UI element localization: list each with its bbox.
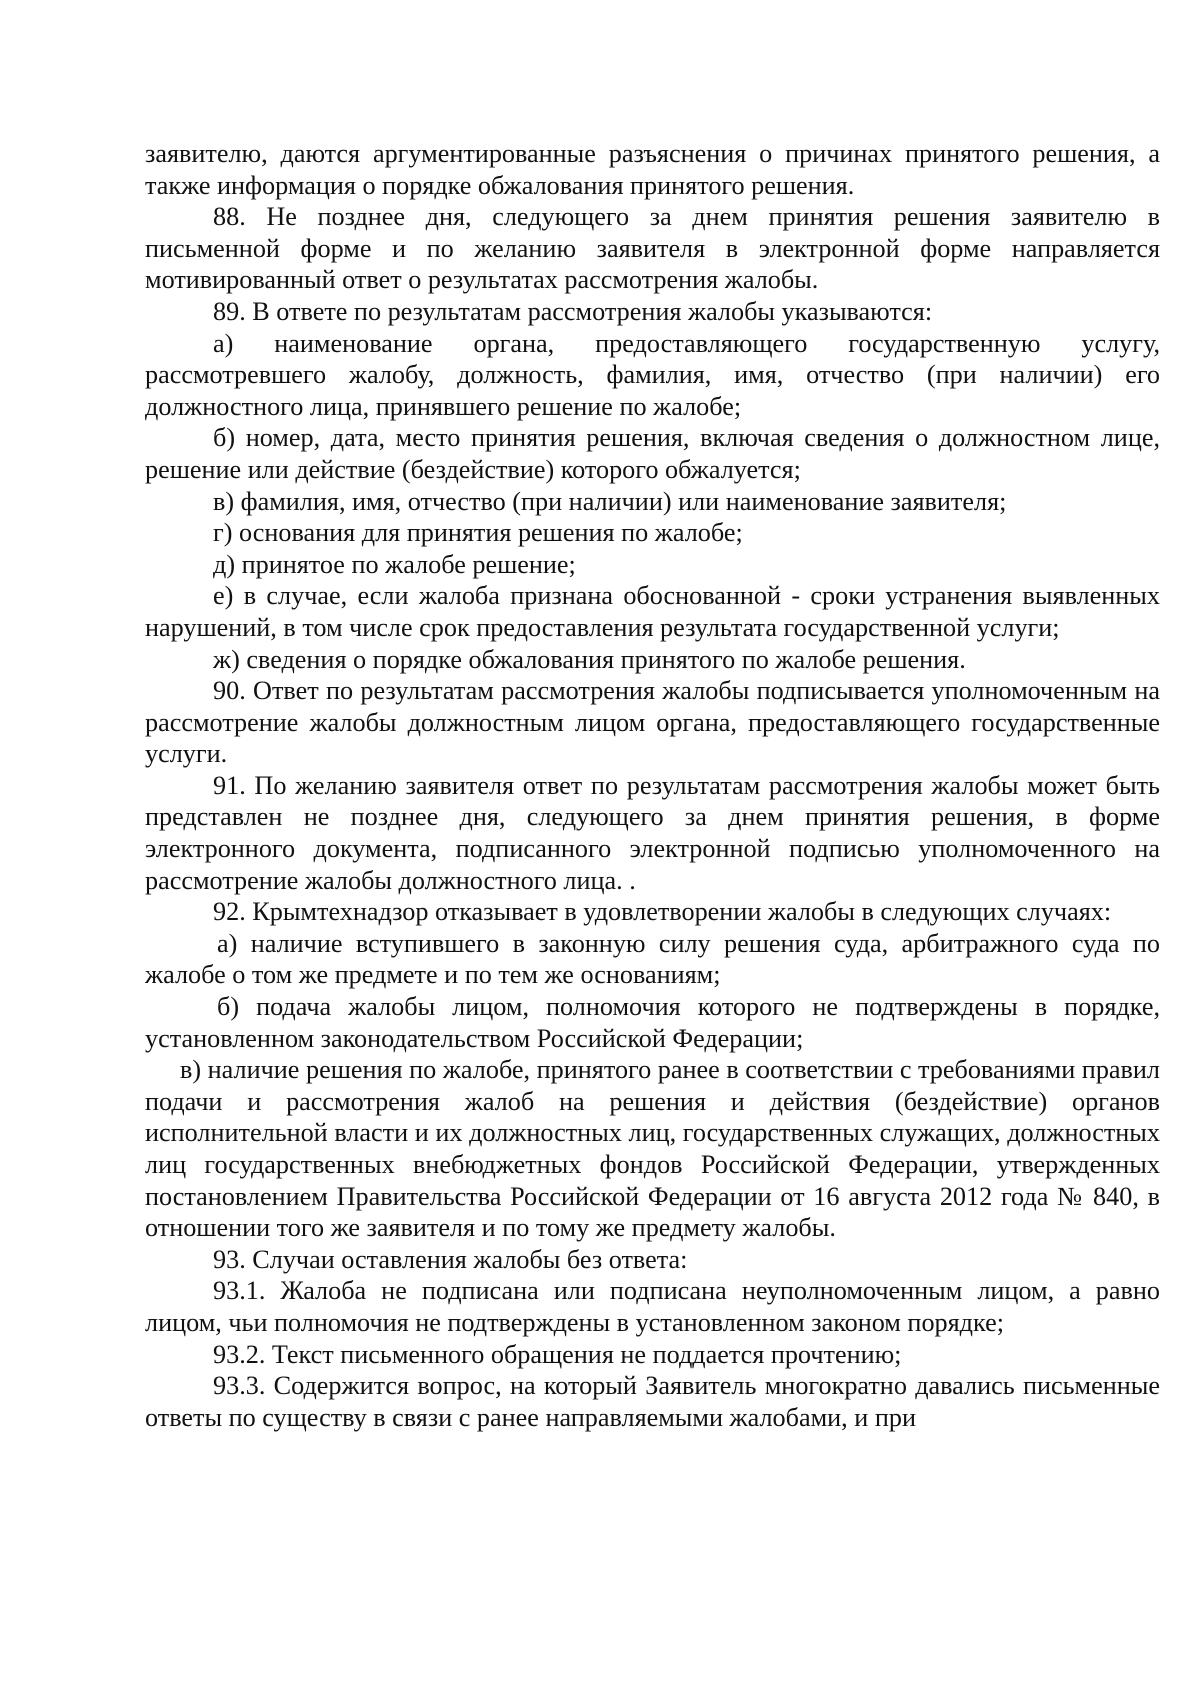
paragraph-91: 91. По желанию заявителя ответ по результатам рассмотрения жалобы может быть представлен не позднее дня, следующего за днем принятия решения, в форме электронного документа, подписанного электронной подписью уполномоченного на рассмотрение жалобы должностного лица. . [145,770,1160,895]
paragraph-89-d: д) принятое по жалобе решение; [213,549,576,579]
paragraph-89-e: е) в случае, если жалоба признана обоснованной - сроки устранения выявленных нарушений, в том числе срок предоставления результата государственной услуги; [145,581,1160,642]
paragraph-89-zh: ж) сведения о порядке обжалования принятого по жалобе решения. [213,644,966,674]
paragraph-93: 93. Случаи оставления жалобы без ответа: [213,1244,688,1274]
paragraph-continuation: заявителю, даются аргументированные разъяснения о причинах принятого решения, а также информация о порядке обжалования принятого решения. [145,139,1160,200]
paragraph-92-v: в) наличие решения по жалобе, принятого ранее в соответствии с требованиями правил подачи и рассмотрения жалоб на решения и действия (бездействие) органов исполнительной власти и их должностных лиц, государственных служащих, должностных лиц государственных внебюджетных фондов Российской Федерации, утвержденных постановлением Правительства Российской Федерации от 16 августа 2012 года № 840, в отношении того же заявителя и по тому же предмету жалобы. [145,1055,1160,1243]
paragraph-89-b: б) номер, дата, место принятия решения, включая сведения о должностном лице, решение или действие (бездействие) которого обжалуется; [145,423,1160,484]
paragraph-90: 90. Ответ по результатам рассмотрения жалобы подписывается уполномоченным на рассмотрение жалобы должностным лицом органа, предоставляющего государственные услуги. [145,676,1160,769]
paragraph-93-2: 93.2. Текст письменного обращения не поддается прочтению; [213,1339,902,1369]
paragraph-88: 88. Не позднее дня, следующего за днем принятия решения заявителю в письменной форме и по желанию заявителя в электронной форме направляется мотивированный ответ о результатах рассмотрения жалобы. [145,202,1160,295]
paragraph-92-a: а) наличие вступившего в законную силу решения суда, арбитражного суда по жалобе о том же предмете и по тем же основаниям; [145,928,1160,990]
paragraph-89-v: в) фамилия, имя, отчество (при наличии) или наименование заявителя; [213,486,1007,516]
paragraph-89: 89. В ответе по результатам рассмотрения жалобы указываются: [213,296,933,326]
document-body [145,138,1160,1433]
paragraph-92: 92. Крымтехнадзор отказывает в удовлетворении жалобы в следующих случаях: [213,897,1112,927]
paragraph-89-a: а) наименование органа, предоставляющего государственную услугу, рассмотревшего жалобу, должность, фамилия, имя, отчество (при наличии) его должностного лица, принявшего решение по жалобе; [145,328,1160,421]
paragraph-92-b: б) подача жалобы лицом, полномочия которого не подтверждены в порядке, установленном законодательством Российской Федерации; [145,992,1160,1053]
paragraph-89-g: г) основания для принятия решения по жалобе; [213,518,743,548]
paragraph-93-1: 93.1. Жалоба не подписана или подписана неуполномоченным лицом, а равно лицом, чьи полномочия не подтверждены в установленном законом порядке; [145,1276,1160,1337]
paragraph-93-3: 93.3. Содержится вопрос, на который Заявитель многократно давались письменные ответы по существу в связи с ранее направляемыми жалобами, и при [145,1371,1160,1432]
